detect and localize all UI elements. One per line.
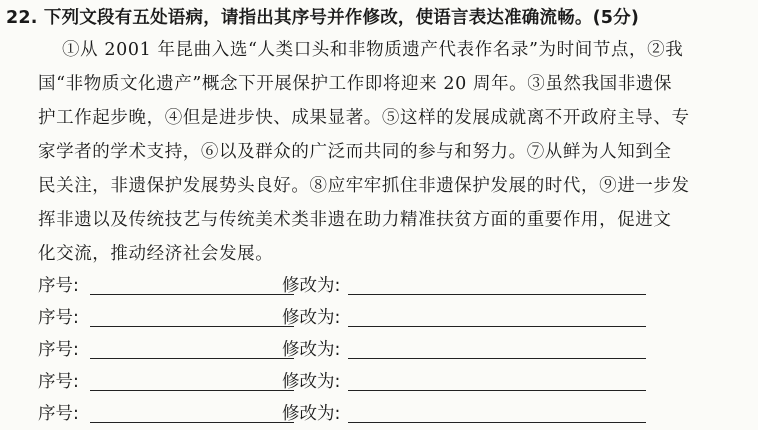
sequence-blank[interactable]: [90, 422, 294, 423]
revision-label: 修改为:: [282, 308, 341, 328]
passage-line: 化交流，推动经济社会发展。: [38, 244, 274, 264]
answer-row: [38, 304, 658, 334]
passage-line: 民关注，非遗保护发展势头良好。⑧应牢牢抓住非遗保护发展的时代，⑨进一步发: [38, 176, 690, 196]
passage-line: 国“非物质文化遗产”概念下开展保护工作即将迎来 20 周年。③虽然我国非遗保: [38, 74, 673, 94]
answer-row: [38, 272, 658, 302]
sequence-label: 序号:: [38, 308, 79, 328]
revision-label: 修改为:: [282, 340, 341, 360]
sequence-blank[interactable]: [90, 358, 294, 359]
sequence-blank[interactable]: [90, 390, 294, 391]
passage-line: 家学者的学术支持，⑥以及群众的广泛而共同的参与和努力。⑦从鲜为人知到全: [38, 142, 672, 162]
passage-line: 挥非遗以及传统技艺与传统美术类非遗在助力精准扶贫方面的重要作用，促进文: [38, 210, 672, 230]
revision-label: 修改为:: [282, 276, 341, 296]
sequence-blank[interactable]: [90, 294, 294, 295]
question-title: 22. 下列文段有五处语病，请指出其序号并作修改，使语言表达准确流畅。(5分): [6, 8, 640, 28]
revision-blank[interactable]: [348, 422, 646, 423]
answer-row: [38, 400, 658, 430]
revision-label: 修改为:: [282, 404, 341, 424]
revision-blank[interactable]: [348, 294, 646, 295]
revision-blank[interactable]: [348, 326, 646, 327]
revision-blank[interactable]: [348, 390, 646, 391]
revision-label: 修改为:: [282, 372, 341, 392]
sequence-label: 序号:: [38, 340, 79, 360]
revision-blank[interactable]: [348, 358, 646, 359]
passage-line: 护工作起步晚，④但是进步快、成果显著。⑤这样的发展成就离不开政府主导、专: [38, 108, 690, 128]
sequence-blank[interactable]: [90, 326, 294, 327]
sequence-label: 序号:: [38, 276, 79, 296]
answer-row: [38, 336, 658, 366]
passage-line: ①从 2001 年昆曲入选“人类口头和非物质遗产代表作名录”为时间节点，②我: [62, 40, 684, 60]
answer-row: [38, 368, 658, 398]
sequence-label: 序号:: [38, 404, 79, 424]
sequence-label: 序号:: [38, 372, 79, 392]
